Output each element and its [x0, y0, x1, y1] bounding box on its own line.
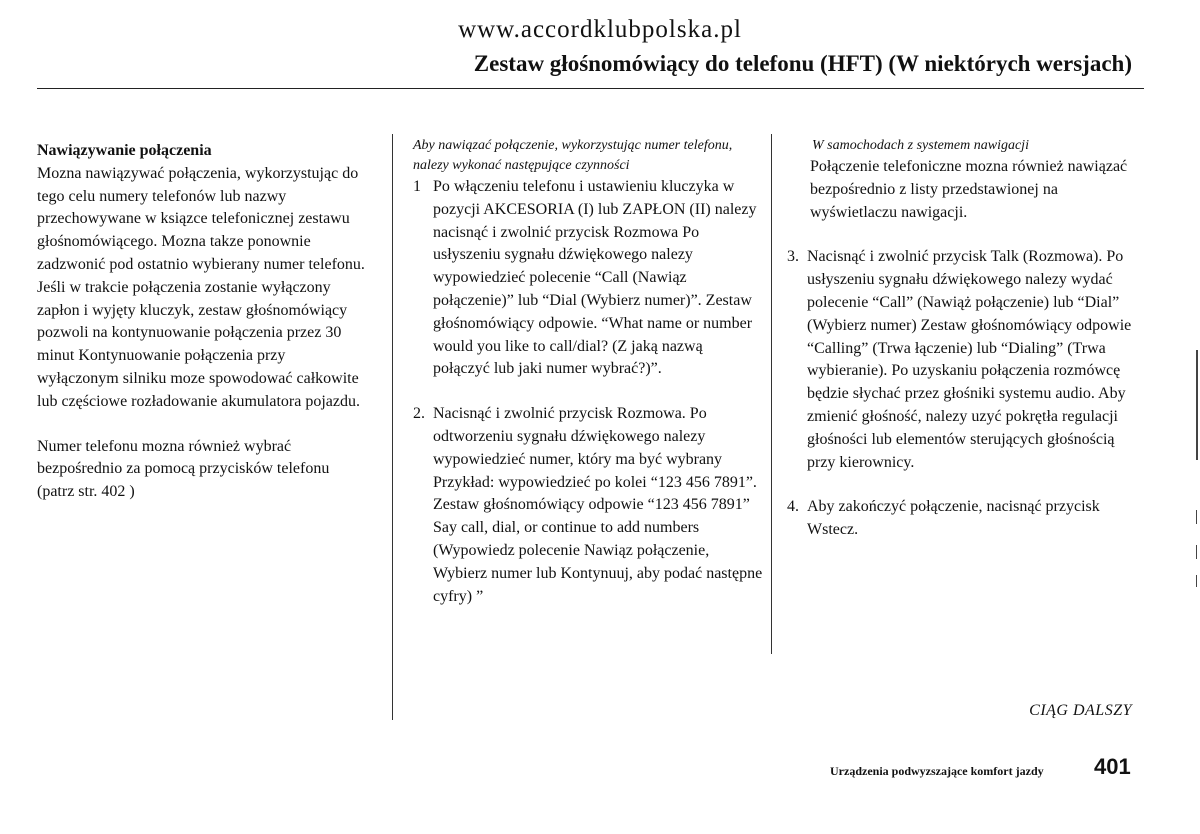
- step-number: 3.: [787, 248, 799, 266]
- page-edge-mark: [1196, 545, 1197, 559]
- navigation-text: Połączenie telefoniczne mozna również nawiązać bezpośrednio z listy przedstawionej na wyświetlaczu nawigacji.: [810, 158, 1128, 221]
- steps-intro: Aby nawiązać połączenie, wykorzystując numer telefonu, nalezy wykonać następujące czynności: [413, 138, 733, 173]
- page-edge-mark: [1196, 350, 1198, 460]
- footer-section-name: Urządzenia podwyzszające komfort jazdy: [830, 764, 1044, 778]
- navigation-note: W samochodach z systemem nawigacji: [812, 138, 1029, 153]
- step-2: [413, 403, 763, 608]
- step-text: Nacisnąć i zwolnić przycisk Talk (Rozmowa). Po usłyszeniu sygnału dźwiękowego nalezy wydać polecenie “Call” (Nawiąż połączenie) lub “Dial” (Wybierz numer) Zestaw głośnomówiący odpowie “Calling” (Trwa łączenie) lub “Dialing” (Trwa wybieranie). Po uzyskaniu połączenia rozmówcę będzie słychać przez głośniki systemu audio. Aby zmienić głośność, nalezy uzyć pokrętła regulacji głośności lub elementów sterujących głośnością przy kierownicy.: [807, 248, 1132, 471]
- page-edge-mark: [1196, 510, 1197, 524]
- column-divider-left: [392, 134, 393, 720]
- step-number: 4.: [787, 498, 799, 516]
- step-text: Po włączeniu telefonu i ustawieniu kluczyka w pozycji AKCESORIA (I) lub ZAPŁON (II) nalezy nacisnąć i zwolnić przycisk Rozmowa Po usłyszeniu sygnału dźwiękowego nalezy wypowiedzieć polecenie “Call (Nawiąz połączenie)” lub “Dial (Wybierz numer)”. Zestaw głośnomówiący odpowie. “What name or number would you like to call/dial? (Z jaką nazwą połączyć lub jaki numer wybrać?)”.: [433, 178, 757, 378]
- step-1: [413, 176, 763, 381]
- step-number: 1: [413, 178, 421, 195]
- step-text: Aby zakończyć połączenie, nacisnąć przycisk Wstecz.: [807, 498, 1100, 539]
- column-2: [413, 136, 763, 608]
- column-divider-right: [771, 134, 772, 654]
- header-rule: [37, 88, 1144, 89]
- page-edge-mark: [1196, 575, 1197, 587]
- step-text: Nacisnąć i zwolnić przycisk Rozmowa. Po odtworzeniu sygnału dźwiękowego nalezy wypowiedzieć numer, który ma być wybrany Przykład: wypowiedzieć po kolei “123 456 7891”. Zestaw głośnomówiący odpowie “123 456 7891” Say call, dial, or continue to add numbers (Wypowiedz polecenie Nawiąz połączenie, Wybierz numer lub Kontynuuj, aby podać następne cyfry) ”: [433, 405, 763, 605]
- site-url: www.accordklubpolska.pl: [458, 16, 742, 43]
- step-3: [787, 246, 1137, 474]
- continued-label: CIĄG DALSZY: [1029, 702, 1132, 719]
- column-3: [787, 136, 1137, 542]
- column-1: [37, 140, 367, 504]
- page-title: Zestaw głośnomówiący do telefonu (HFT) (W niektórych wersjach): [473, 51, 1132, 76]
- paragraph-direct-dial: Numer telefonu mozna również wybrać bezpośrednio za pomocą przycisków telefonu (patrz str. 402 ): [37, 437, 330, 501]
- section-heading: Nawiązywanie połączenia: [37, 142, 212, 159]
- step-number: 2.: [413, 405, 425, 423]
- page-number: 401: [1094, 754, 1131, 779]
- paragraph-calling-intro: Mozna nawiązywać połączenia, wykorzystując do tego celu numery telefonów lub nazwy przechowywane w ksiązce telefonicznej zestawu głośnomówiącego. Mozna takze ponownie zadzwonić pod ostatnio wybierany numer telefonu. Jeśli w trakcie połączenia zostanie wyłączony zapłon i wyjęty kluczyk, zestaw głośnomówiący pozwoli na kontynuowanie połączenia przez 30 minut Kontynuowanie połączenia przy wyłączonym silniku moze spowodować całkowite lub częściowe rozładowanie akumulatora pojazdu.: [37, 164, 365, 410]
- step-4: [787, 496, 1137, 542]
